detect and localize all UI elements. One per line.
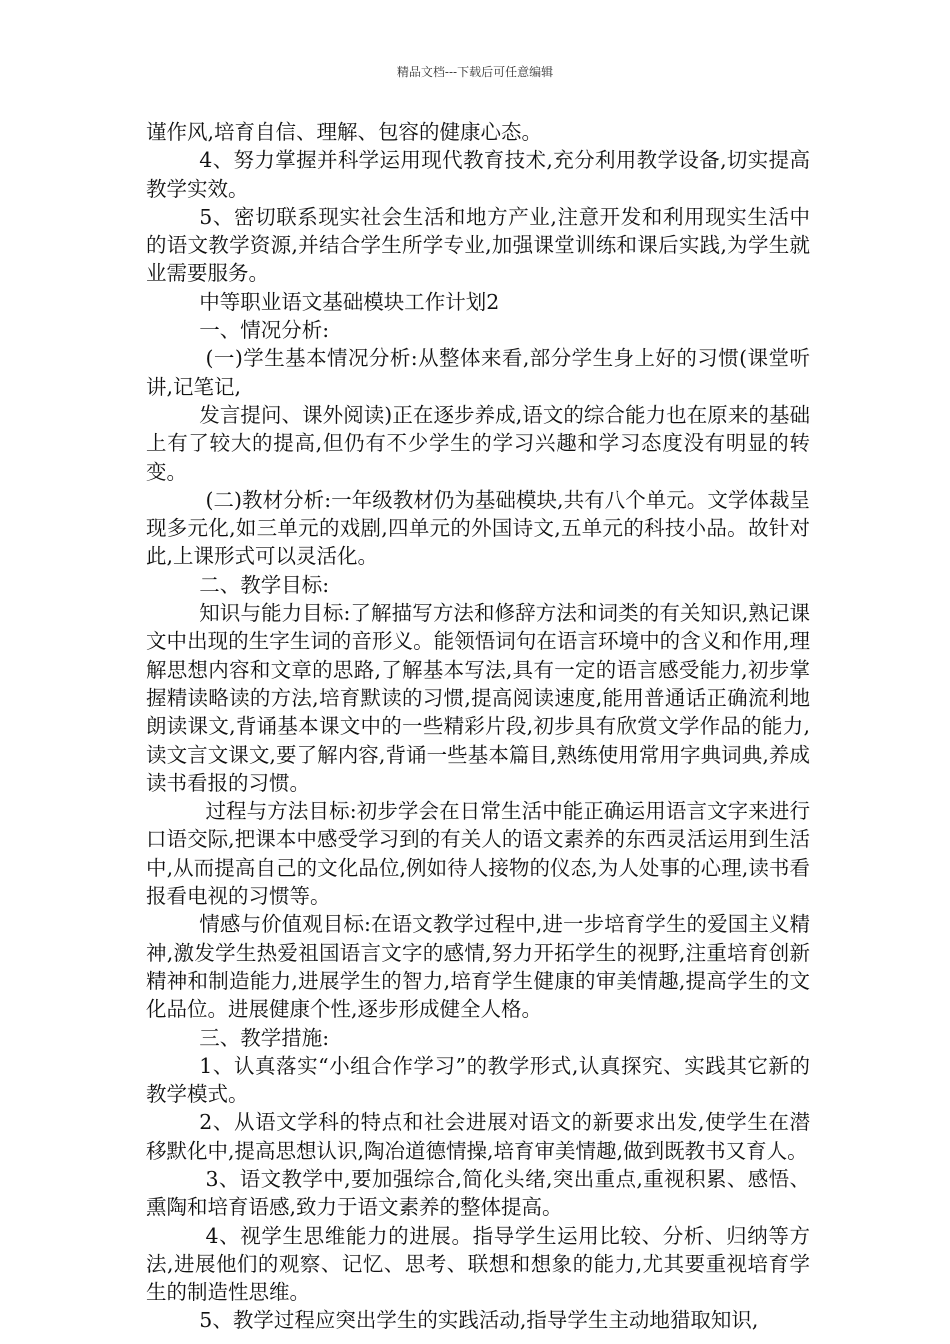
paragraph: 知识与能力目标:了解描写方法和修辞方法和词类的有关知识,熟记课文中出现的生字生词的音形义。能领悟词句在语言环境中的含义和作用,理解思想内容和文章的思路,了解基本写法,具有一定的语言感受能力,初步掌握精读略读的方法,培育默读的习惯,提高阅读速度,能用普通话正确流利地朗读课文,背诵基本课文中的一些精彩片段,初步具有欣赏文学作品的能力,读文言文课文,要了解内容,背诵一些基本篇目,熟练使用常用字典词典,养成读书看报的习惯。 [146,601,810,795]
section-heading: 三、教学措施: [199,1025,330,1050]
section-heading: 一、情况分析: [199,318,330,343]
paragraph: 发言提问、课外阅读)正在逐步养成,语文的综合能力也在原来的基础上有了较大的提高,但仍有不少学生的学习兴趣和学习态度没有明显的转变。 [146,402,810,484]
paragraph: 情感与价值观目标:在语文教学过程中,进一步培育学生的爱国主义精神,激发学生热爱祖国语言文字的感情,努力开拓学生的视野,注重培育创新精神和制造能力,进展学生的智力,培育学生健康的审美情趣,提高学生的文化品位。进展健康个性,逐步形成健全人格。 [146,912,810,1022]
paragraph: 谨作风,培育自信、理解、包容的健康心态。 [146,120,543,144]
page-header: 精品文档---下载后可任意编辑 [396,65,554,79]
list-item: 2、从语文学科的特点和社会进展对语文的新要求出发,使学生在潜移默化中,提高思想认识,陶冶道德情操,培育审美情趣,做到既教书又育人。 [146,1110,810,1163]
paragraph: 过程与方法目标:初步学会在日常生活中能正确运用语言文字来进行口语交际,把课本中感受学习到的有关人的语文素养的东西灵活运用到生活中,从而提高自己的文化品位,例如待人接物的仪态,为人处事的心理,读书看报看电视的习惯等。 [146,799,810,909]
section-heading: 二、教学目标: [199,572,330,597]
list-item: 3、语文教学中,要加强综合,简化头绪,突出重点,重视积累、感悟、熏陶和培育语感,致力于语文素养的整体提高。 [146,1166,810,1220]
paragraph: (一)学生基本情况分析:从整体来看,部分学生身上好的习惯(课堂听讲,记笔记, [146,346,810,399]
list-item: 1、认真落实“小组合作学习”的教学形式,认真探究、实践其它新的教学模式。 [146,1053,810,1107]
document-body [146,118,810,1335]
section-title: 中等职业语文基础模块工作计划2 [199,289,500,314]
list-item: 4、视学生思维能力的进展。指导学生运用比较、分析、归纳等方法,进展他们的观察、记忆、思考、联想和想象的能力,尤其要重视培育学生的制造性思维。 [146,1223,810,1305]
paragraph: 4、努力掌握并科学运用现代教育技术,充分利用教学设备,切实提高教学实效。 [146,148,810,201]
paragraph: 5、密切联系现实社会生活和地方产业,注意开发和利用现实生活中的语文教学资源,并结合学生所学专业,加强课堂训练和课后实践,为学生就业需要服务。 [146,204,810,286]
list-item: 5、教学过程应突出学生的实践活动,指导学生主动地猎取知识, [199,1308,759,1333]
paragraph: (二)教材分析:一年级教材仍为基础模块,共有八个单元。文学体裁呈现多元化,如三单元的戏剧,四单元的外国诗文,五单元的科技小品。故针对此,上课形式可以灵活化。 [146,487,810,569]
